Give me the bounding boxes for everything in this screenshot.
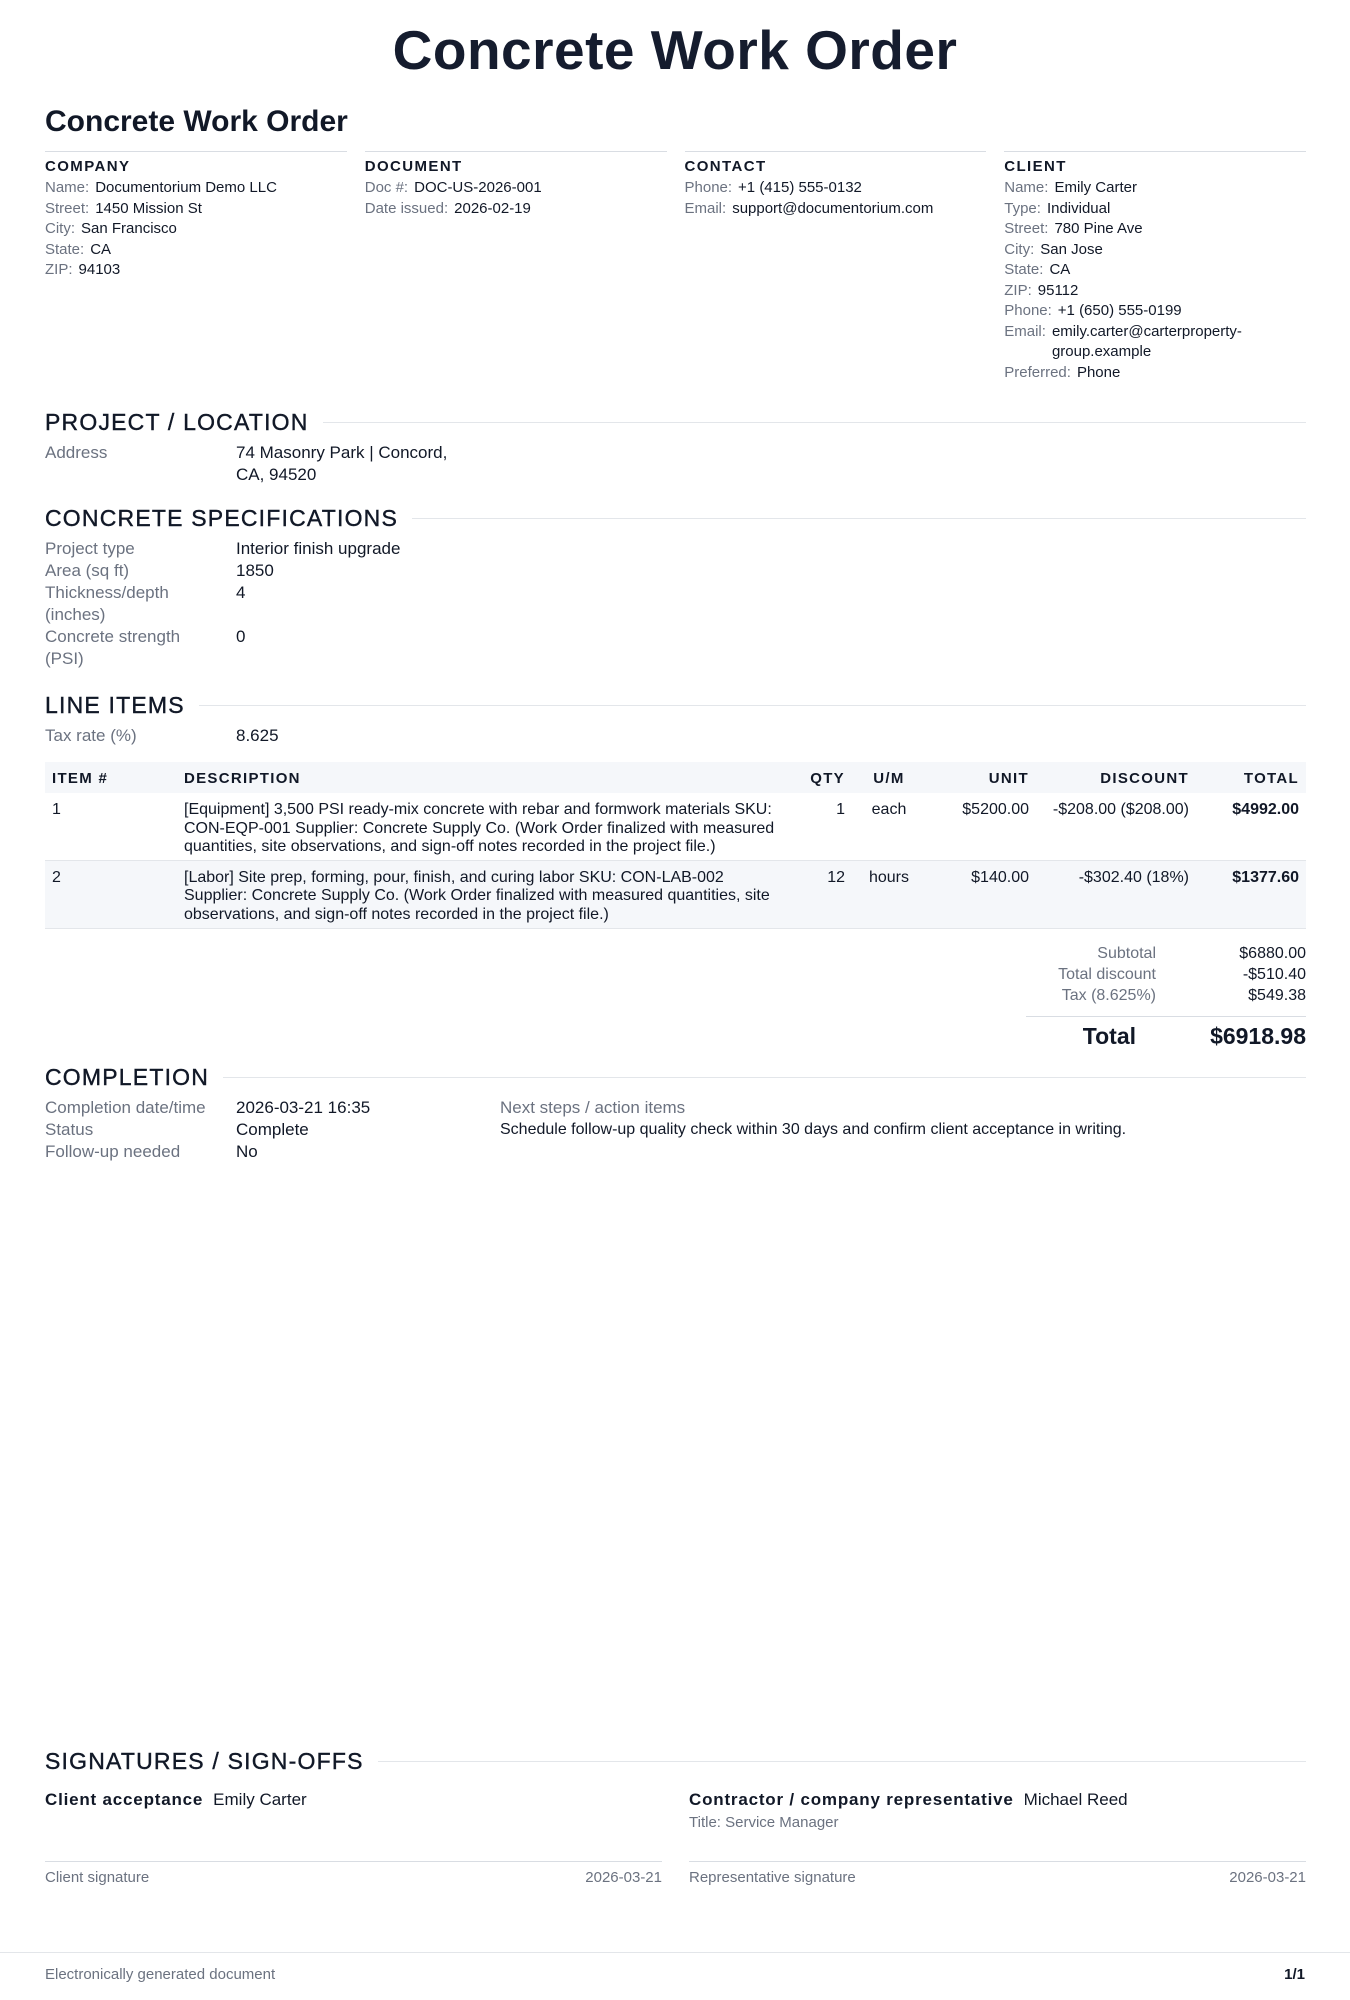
project-fields	[45, 442, 1306, 486]
completion-block	[45, 1097, 1306, 1163]
project-heading: PROJECT / LOCATION	[45, 409, 309, 435]
rep-signature-date: 2026-03-21	[1229, 1869, 1306, 1886]
company-heading: COMPANY	[45, 158, 131, 175]
client-signature-date: 2026-03-21	[585, 1869, 662, 1886]
company-field-label: Name:	[45, 179, 90, 196]
specs-heading: CONCRETE SPECIFICATIONS	[45, 505, 399, 531]
client-field-value: CA	[1049, 261, 1071, 278]
client-field-label: Type:	[1004, 199, 1041, 217]
status-value: Complete	[236, 1120, 309, 1139]
col-total: TOTAL	[1196, 762, 1306, 793]
divider	[323, 422, 1306, 423]
document-field-value: 2026-02-19	[454, 199, 531, 217]
company-field	[45, 178, 347, 199]
company-field	[45, 199, 347, 220]
divider	[223, 1077, 1306, 1078]
tax-row	[886, 985, 1306, 1006]
document-field	[365, 199, 667, 220]
company-field-label: City:	[45, 220, 75, 237]
client-field-value: emily.carter@carterproperty-group.example	[1051, 322, 1242, 360]
completion-datetime-label: Completion date/time	[45, 1098, 206, 1117]
main-title: Concrete Work Order	[392, 19, 958, 81]
client-field-value: 95112	[1037, 281, 1079, 299]
strength-label-line-2: (PSI)	[45, 649, 84, 668]
cell-discount: -$302.40 (18%)	[1036, 860, 1196, 929]
tax-value: $549.38	[1248, 987, 1306, 1004]
company-field-value: 94103	[78, 261, 121, 278]
client-signer-name: Emily Carter	[213, 1790, 307, 1809]
cell-description: [Equipment] 3,500 PSI ready-mix concrete with rebar and formwork materials SKU: CON-EQP-001 Supplier: Concrete Supply Co. (Work Order finalized with measured quantities, site observations, and sign-off notes recorded in the project file.)	[177, 793, 798, 860]
cell-item: 2	[45, 860, 177, 929]
document-body	[45, 105, 1306, 1163]
divider	[199, 705, 1306, 706]
thickness-label-line-2: (inches)	[45, 605, 106, 624]
page-footer	[0, 1952, 1350, 1983]
discount-value: -$510.40	[1242, 966, 1306, 983]
cell-discount: -$208.00 ($208.00)	[1036, 793, 1196, 860]
rep-label: Contractor / company representative	[689, 1790, 1014, 1809]
signatures-heading: SIGNATURES / SIGN-OFFS	[45, 1748, 364, 1774]
client-field	[1004, 322, 1306, 363]
line-items-section-heading	[45, 692, 1306, 719]
header-info-grid	[45, 151, 1306, 383]
signature-grid	[45, 1789, 1306, 1889]
client-signature-line	[45, 1861, 662, 1862]
strength-label	[45, 626, 236, 670]
page-number: 1/1	[1284, 1966, 1305, 1983]
rep-signature-line	[689, 1861, 1306, 1862]
contact-field-value: +1 (415) 555-0132	[738, 179, 862, 196]
company-field-label: State:	[45, 240, 85, 258]
cell-item: 1	[45, 793, 177, 860]
document-field	[365, 178, 667, 199]
client-field-label: Phone:	[1004, 302, 1052, 319]
client-field-label: Street:	[1004, 220, 1049, 237]
col-qty: QTY	[798, 762, 852, 793]
subtotal-value: $6880.00	[1239, 945, 1306, 962]
client-field-label: State:	[1004, 261, 1044, 278]
client-acceptance-label: Client acceptance	[45, 1790, 204, 1809]
cell-qty: 1	[798, 793, 852, 860]
status-label: Status	[45, 1120, 94, 1139]
completion-heading: COMPLETION	[45, 1064, 210, 1090]
client-field	[1004, 363, 1306, 384]
contact-field	[685, 178, 987, 199]
client-signature-label: Client signature	[45, 1869, 150, 1886]
thickness-label-line-1: Thickness/depth	[45, 583, 169, 602]
client-field-label: Preferred:	[1004, 363, 1071, 381]
project-section-heading	[45, 409, 1306, 436]
contact-heading: CONTACT	[684, 158, 767, 175]
subtotal-row	[886, 943, 1306, 964]
client-heading: CLIENT	[1004, 158, 1067, 175]
cell-total: $4992.00	[1196, 793, 1306, 860]
company-block	[45, 151, 347, 383]
company-field-label: Street:	[45, 199, 90, 217]
client-field	[1004, 199, 1306, 220]
col-item: ITEM #	[45, 762, 177, 793]
subtotal-label: Subtotal	[1097, 945, 1156, 962]
completion-datetime-value: 2026-03-21 16:35	[236, 1098, 371, 1117]
company-field-value: Documentorium Demo LLC	[95, 179, 277, 196]
project-type-label: Project type	[45, 539, 135, 558]
completion-section-heading	[45, 1064, 1306, 1091]
col-description: DESCRIPTION	[177, 762, 798, 793]
col-discount: DISCOUNT	[1036, 762, 1196, 793]
tax-rate-field	[45, 725, 1306, 747]
cell-unit: $5200.00	[926, 793, 1036, 860]
company-field-label: ZIP:	[45, 261, 73, 278]
cell-description: [Labor] Site prep, forming, pour, finish, and curing labor SKU: CON-LAB-002 Supplier: Concrete Supply Co. (Work Order finalized with measured quantities, site observations, and sign-off notes recorded in the project file.)	[177, 860, 798, 929]
company-field-value: CA	[90, 240, 112, 258]
next-steps-label: Next steps / action items	[500, 1098, 686, 1117]
rep-signer-name: Michael Reed	[1023, 1790, 1128, 1809]
cell-qty: 12	[798, 860, 852, 929]
next-steps	[500, 1097, 1306, 1163]
client-field	[1004, 178, 1306, 199]
cell-unit: $140.00	[926, 860, 1036, 929]
company-field	[45, 240, 347, 261]
total-label: Total	[1082, 1023, 1136, 1049]
client-field-value: Individual	[1046, 199, 1111, 217]
followup-value: No	[236, 1142, 258, 1161]
client-field-value: Phone	[1076, 363, 1121, 381]
client-field	[1004, 301, 1306, 322]
company-field-value: 1450 Mission St	[95, 199, 202, 217]
table-row	[45, 860, 1306, 929]
divider	[412, 518, 1306, 519]
rep-signature-block	[689, 1789, 1306, 1889]
rep-signature-label: Representative signature	[689, 1869, 856, 1886]
cell-um: each	[852, 793, 926, 860]
line-items-heading: LINE ITEMS	[45, 692, 185, 718]
address-label: Address	[45, 443, 108, 462]
spec-fields	[45, 538, 1306, 670]
area-label: Area (sq ft)	[45, 561, 130, 580]
client-field-label: Name:	[1004, 179, 1049, 196]
col-unit: UNIT	[926, 762, 1036, 793]
document-field-value: DOC-US-2026-001	[414, 179, 542, 196]
discount-row	[886, 964, 1306, 985]
grand-total-row	[1026, 1016, 1306, 1050]
client-field-value: Emily Carter	[1054, 179, 1137, 196]
strength-label-line-1: Concrete strength	[45, 627, 181, 646]
client-field	[1004, 281, 1306, 302]
client-field	[1004, 260, 1306, 281]
signatures-section	[45, 1748, 1306, 1889]
company-field-value: San Francisco	[81, 220, 177, 237]
strength-value: 0	[236, 627, 246, 646]
address-line-2: CA, 94520	[236, 465, 317, 484]
col-um: U/M	[852, 762, 926, 793]
client-field-value: 780 Pine Ave	[1054, 220, 1143, 237]
client-field-label: ZIP:	[1004, 281, 1032, 299]
client-block	[1004, 151, 1306, 383]
divider	[378, 1761, 1306, 1762]
area-value: 1850	[236, 561, 274, 580]
company-field	[45, 219, 347, 240]
contact-field-label: Email:	[684, 199, 727, 217]
contact-field-value: support@documentorium.com	[732, 199, 934, 217]
generated-note: Electronically generated document	[45, 1966, 276, 1983]
discount-label: Total discount	[1058, 966, 1156, 983]
client-field-value: +1 (650) 555-0199	[1057, 302, 1182, 319]
followup-label: Follow-up needed	[45, 1142, 181, 1161]
client-field	[1004, 219, 1306, 240]
document-block	[365, 151, 667, 383]
contact-field-label: Phone:	[684, 179, 733, 196]
document-field-label: Doc #:	[364, 179, 409, 196]
address-line-1: 74 Masonry Park | Concord,	[236, 443, 448, 462]
total-value: $6918.98	[1210, 1023, 1306, 1049]
contact-block	[685, 151, 987, 383]
contact-field	[685, 199, 987, 220]
cell-um: hours	[852, 860, 926, 929]
doc-title: Concrete Work Order	[45, 105, 348, 138]
tax-label: Tax (8.625%)	[1061, 987, 1156, 1004]
project-type-value: Interior finish upgrade	[236, 539, 401, 558]
signatures-section-heading	[45, 1748, 1306, 1775]
client-field-label: Email:	[1004, 322, 1046, 340]
document-field-label: Date issued:	[364, 199, 449, 217]
thickness-label	[45, 582, 236, 626]
cell-total: $1377.60	[1196, 860, 1306, 929]
tax-rate-label: Tax rate (%)	[45, 726, 137, 745]
specs-section-heading	[45, 505, 1306, 532]
next-steps-value: Schedule follow-up quality check within 30 days and confirm client acceptance in writing.	[500, 1121, 1127, 1138]
client-signature-block	[45, 1789, 662, 1889]
tax-rate-value: 8.625	[236, 726, 279, 745]
table-row	[45, 793, 1306, 860]
document-heading: DOCUMENT	[364, 158, 463, 175]
rep-title: Title: Service Manager	[689, 1814, 839, 1831]
company-field	[45, 260, 347, 281]
completion-fields	[45, 1097, 500, 1163]
client-field-value: San Jose	[1040, 240, 1103, 258]
line-items-table	[45, 762, 1306, 929]
client-field-label: City:	[1004, 240, 1035, 258]
table-header-row	[45, 762, 1306, 793]
totals-block	[886, 943, 1306, 1050]
address-value	[236, 442, 447, 486]
client-field	[1004, 240, 1306, 261]
thickness-value: 4	[236, 583, 246, 602]
